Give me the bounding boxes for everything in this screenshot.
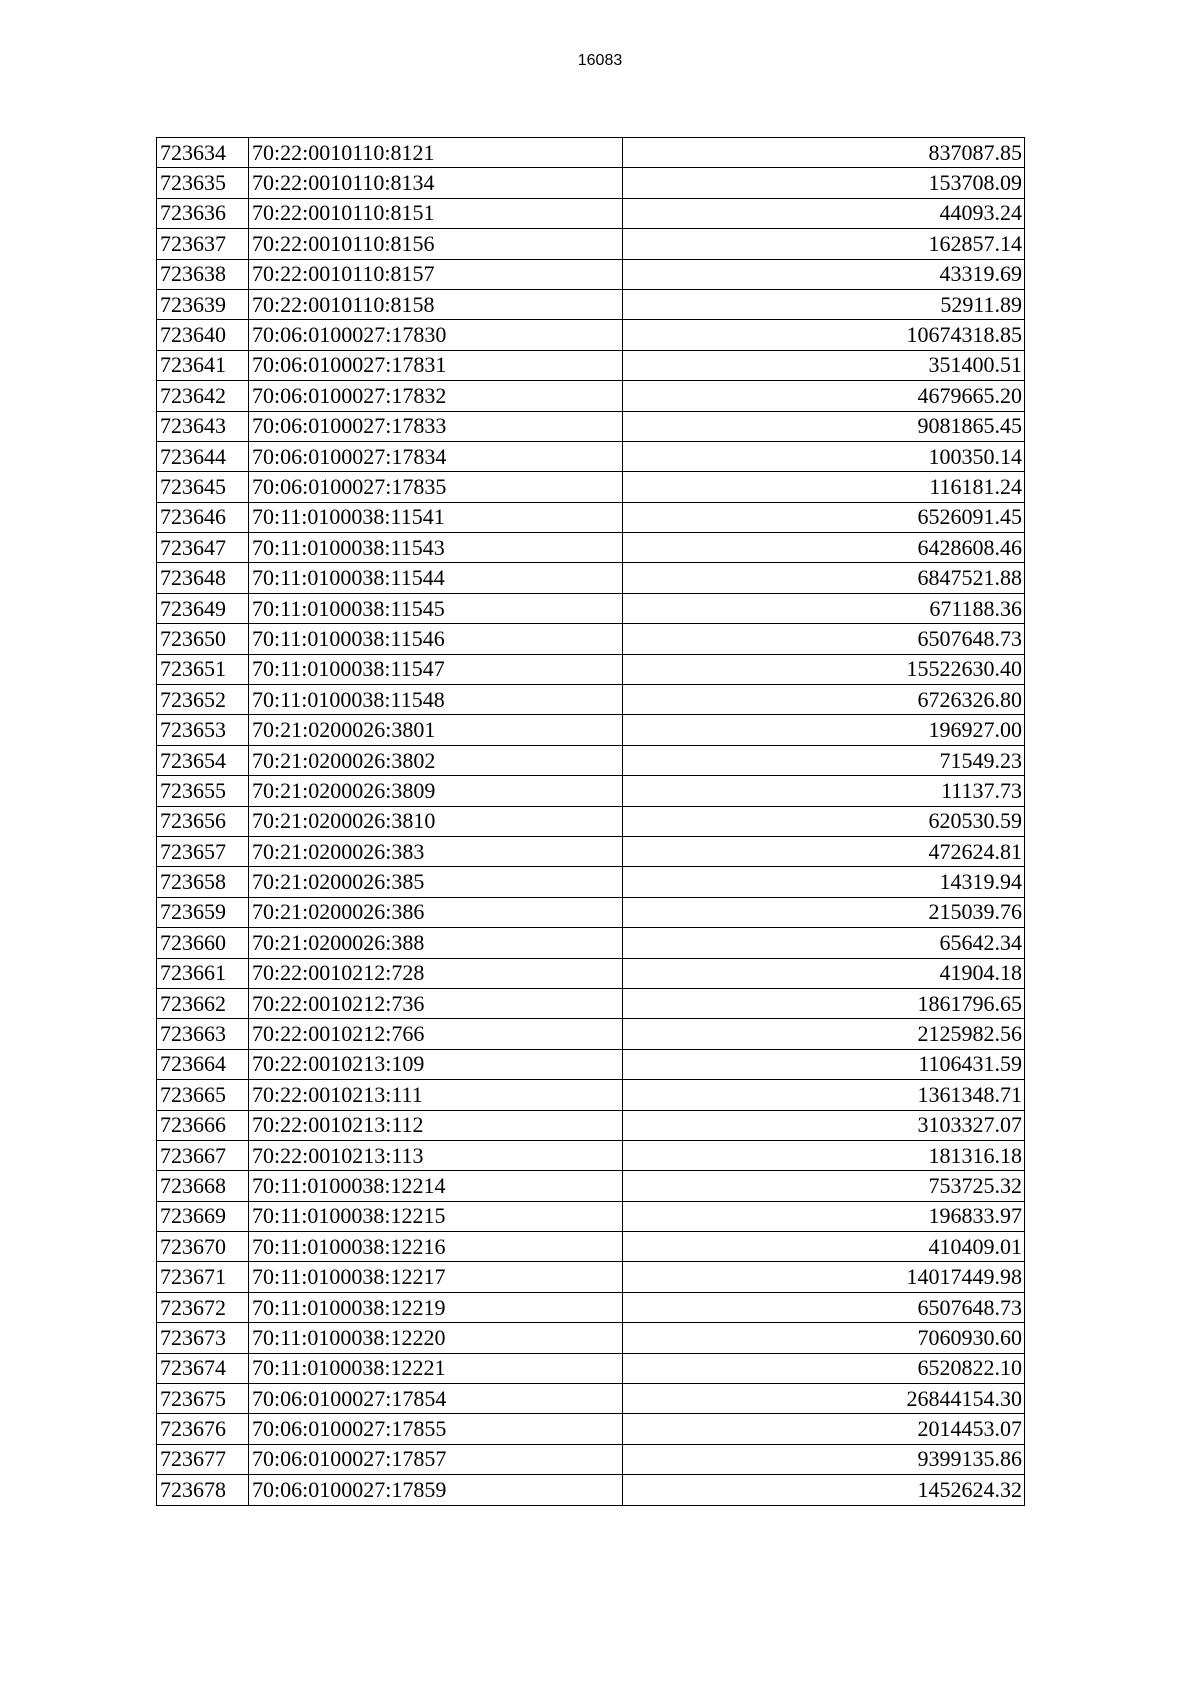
cadastral-number-cell: 70:22:0010212:728 — [249, 958, 623, 988]
table-row — [157, 411, 1025, 441]
row-number-cell: 723672 — [157, 1292, 249, 1322]
cadastral-value-cell: 43319.69 — [623, 259, 1025, 289]
table-row — [157, 1323, 1025, 1353]
table-row — [157, 1262, 1025, 1292]
row-number-cell: 723657 — [157, 836, 249, 866]
cadastral-value-cell: 753725.32 — [623, 1171, 1025, 1201]
cadastral-value-cell: 14017449.98 — [623, 1262, 1025, 1292]
page-number: 16083 — [577, 52, 623, 69]
table-row — [157, 685, 1025, 715]
cadastral-number-cell: 70:21:0200026:3810 — [249, 806, 623, 836]
cadastral-number-cell: 70:06:0100027:17855 — [249, 1414, 623, 1444]
cadastral-number-cell: 70:11:0100038:11546 — [249, 624, 623, 654]
cadastral-value-cell: 351400.51 — [623, 350, 1025, 380]
row-number-cell: 723678 — [157, 1475, 249, 1505]
table-row — [157, 654, 1025, 684]
cadastral-value-cell: 181316.18 — [623, 1140, 1025, 1170]
cadastral-value-cell: 1452624.32 — [623, 1475, 1025, 1505]
table-row — [157, 806, 1025, 836]
row-number-cell: 723647 — [157, 533, 249, 563]
row-number-cell: 723671 — [157, 1262, 249, 1292]
table-row — [157, 715, 1025, 745]
table-row — [157, 259, 1025, 289]
cadastral-value-cell: 116181.24 — [623, 472, 1025, 502]
table-row — [157, 1444, 1025, 1474]
row-number-cell: 723677 — [157, 1444, 249, 1474]
row-number-cell: 723661 — [157, 958, 249, 988]
table-body — [157, 138, 1025, 1506]
cadastral-number-cell: 70:11:0100038:11548 — [249, 685, 623, 715]
row-number-cell: 723674 — [157, 1353, 249, 1383]
row-number-cell: 723654 — [157, 745, 249, 775]
table-row — [157, 1049, 1025, 1079]
row-number-cell: 723643 — [157, 411, 249, 441]
cadastral-number-cell: 70:11:0100038:12215 — [249, 1201, 623, 1231]
cadastral-value-cell: 620530.59 — [623, 806, 1025, 836]
row-number-cell: 723662 — [157, 988, 249, 1018]
cadastral-number-cell: 70:06:0100027:17833 — [249, 411, 623, 441]
row-number-cell: 723676 — [157, 1414, 249, 1444]
table-row — [157, 502, 1025, 532]
row-number-cell: 723649 — [157, 593, 249, 623]
row-number-cell: 723658 — [157, 867, 249, 897]
row-number-cell: 723675 — [157, 1384, 249, 1414]
cadastral-number-cell: 70:06:0100027:17830 — [249, 320, 623, 350]
cadastral-value-cell: 65642.34 — [623, 928, 1025, 958]
row-number-cell: 723639 — [157, 289, 249, 319]
table-row — [157, 1201, 1025, 1231]
row-number-cell: 723642 — [157, 381, 249, 411]
cadastral-value-cell: 71549.23 — [623, 745, 1025, 775]
table-row — [157, 472, 1025, 502]
cadastral-number-cell: 70:22:0010110:8156 — [249, 229, 623, 259]
cadastral-number-cell: 70:11:0100038:12214 — [249, 1171, 623, 1201]
cadastral-value-cell: 3103327.07 — [623, 1110, 1025, 1140]
cadastral-number-cell: 70:21:0200026:3809 — [249, 776, 623, 806]
table-row — [157, 928, 1025, 958]
cadastral-number-cell: 70:22:0010213:113 — [249, 1140, 623, 1170]
table-row — [157, 441, 1025, 471]
row-number-cell: 723651 — [157, 654, 249, 684]
row-number-cell: 723637 — [157, 229, 249, 259]
table-row — [157, 776, 1025, 806]
table-row — [157, 198, 1025, 228]
cadastral-number-cell: 70:11:0100038:11545 — [249, 593, 623, 623]
row-number-cell: 723659 — [157, 897, 249, 927]
cadastral-number-cell: 70:21:0200026:386 — [249, 897, 623, 927]
table-row — [157, 1232, 1025, 1262]
table-row — [157, 836, 1025, 866]
table-row — [157, 1353, 1025, 1383]
cadastral-number-cell: 70:11:0100038:11544 — [249, 563, 623, 593]
cadastral-number-cell: 70:11:0100038:12216 — [249, 1232, 623, 1262]
cadastral-value-cell: 2125982.56 — [623, 1019, 1025, 1049]
row-number-cell: 723635 — [157, 168, 249, 198]
row-number-cell: 723636 — [157, 198, 249, 228]
cadastral-number-cell: 70:06:0100027:17832 — [249, 381, 623, 411]
cadastral-value-cell: 6520822.10 — [623, 1353, 1025, 1383]
cadastral-value-cell: 153708.09 — [623, 168, 1025, 198]
cadastral-value-cell: 41904.18 — [623, 958, 1025, 988]
row-number-cell: 723641 — [157, 350, 249, 380]
table-row — [157, 1414, 1025, 1444]
cadastral-number-cell: 70:11:0100038:11543 — [249, 533, 623, 563]
cadastral-number-cell: 70:22:0010110:8151 — [249, 198, 623, 228]
table-row — [157, 988, 1025, 1018]
row-number-cell: 723644 — [157, 441, 249, 471]
cadastral-value-cell: 6847521.88 — [623, 563, 1025, 593]
row-number-cell: 723638 — [157, 259, 249, 289]
row-number-cell: 723670 — [157, 1232, 249, 1262]
row-number-cell: 723668 — [157, 1171, 249, 1201]
table-row — [157, 593, 1025, 623]
table-row — [157, 289, 1025, 319]
cadastral-number-cell: 70:22:0010110:8134 — [249, 168, 623, 198]
table-row — [157, 958, 1025, 988]
cadastral-number-cell: 70:22:0010213:109 — [249, 1049, 623, 1079]
table-row — [157, 381, 1025, 411]
cadastral-number-cell: 70:22:0010212:766 — [249, 1019, 623, 1049]
cadastral-value-cell: 100350.14 — [623, 441, 1025, 471]
row-number-cell: 723663 — [157, 1019, 249, 1049]
row-number-cell: 723648 — [157, 563, 249, 593]
cadastral-number-cell: 70:22:0010212:736 — [249, 988, 623, 1018]
table-row — [157, 624, 1025, 654]
cadastral-value-cell: 9399135.86 — [623, 1444, 1025, 1474]
cadastral-value-cell: 215039.76 — [623, 897, 1025, 927]
cadastral-value-cell: 7060930.60 — [623, 1323, 1025, 1353]
cadastral-number-cell: 70:06:0100027:17859 — [249, 1475, 623, 1505]
row-number-cell: 723669 — [157, 1201, 249, 1231]
cadastral-value-cell: 15522630.40 — [623, 654, 1025, 684]
table-row — [157, 1110, 1025, 1140]
cadastral-value-cell: 9081865.45 — [623, 411, 1025, 441]
cadastral-number-cell: 70:22:0010213:112 — [249, 1110, 623, 1140]
row-number-cell: 723665 — [157, 1080, 249, 1110]
cadastral-value-cell: 837087.85 — [623, 138, 1025, 168]
row-number-cell: 723646 — [157, 502, 249, 532]
cadastral-value-cell: 52911.89 — [623, 289, 1025, 319]
table-row — [157, 897, 1025, 927]
cadastral-number-cell: 70:06:0100027:17834 — [249, 441, 623, 471]
cadastral-number-cell: 70:06:0100027:17835 — [249, 472, 623, 502]
table-row — [157, 1171, 1025, 1201]
cadastral-value-cell: 6507648.73 — [623, 624, 1025, 654]
table-row — [157, 867, 1025, 897]
table-row — [157, 229, 1025, 259]
cadastral-value-cell: 2014453.07 — [623, 1414, 1025, 1444]
cadastral-number-cell: 70:11:0100038:12220 — [249, 1323, 623, 1353]
cadastral-number-cell: 70:21:0200026:385 — [249, 867, 623, 897]
table-row — [157, 745, 1025, 775]
cadastral-number-cell: 70:11:0100038:12217 — [249, 1262, 623, 1292]
cadastral-value-cell: 196927.00 — [623, 715, 1025, 745]
table-row — [157, 1475, 1025, 1505]
cadastral-value-cell: 26844154.30 — [623, 1384, 1025, 1414]
table-row — [157, 1292, 1025, 1322]
cadastral-value-table — [156, 137, 1025, 1506]
row-number-cell: 723652 — [157, 685, 249, 715]
cadastral-number-cell: 70:22:0010213:111 — [249, 1080, 623, 1110]
row-number-cell: 723656 — [157, 806, 249, 836]
cadastral-number-cell: 70:11:0100038:11547 — [249, 654, 623, 684]
row-number-cell: 723664 — [157, 1049, 249, 1079]
cadastral-number-cell: 70:21:0200026:388 — [249, 928, 623, 958]
cadastral-number-cell: 70:22:0010110:8157 — [249, 259, 623, 289]
table-row — [157, 1080, 1025, 1110]
row-number-cell: 723650 — [157, 624, 249, 654]
cadastral-value-cell: 196833.97 — [623, 1201, 1025, 1231]
table-row — [157, 563, 1025, 593]
cadastral-number-cell: 70:06:0100027:17831 — [249, 350, 623, 380]
table-row — [157, 1019, 1025, 1049]
cadastral-value-cell: 1861796.65 — [623, 988, 1025, 1018]
cadastral-value-cell: 1106431.59 — [623, 1049, 1025, 1079]
row-number-cell: 723673 — [157, 1323, 249, 1353]
table-row — [157, 533, 1025, 563]
row-number-cell: 723640 — [157, 320, 249, 350]
cadastral-number-cell: 70:11:0100038:12219 — [249, 1292, 623, 1322]
table-row — [157, 1140, 1025, 1170]
cadastral-value-cell: 472624.81 — [623, 836, 1025, 866]
cadastral-number-cell: 70:21:0200026:3802 — [249, 745, 623, 775]
cadastral-value-cell: 6507648.73 — [623, 1292, 1025, 1322]
cadastral-number-cell: 70:21:0200026:383 — [249, 836, 623, 866]
row-number-cell: 723653 — [157, 715, 249, 745]
cadastral-value-cell: 6526091.45 — [623, 502, 1025, 532]
table-row — [157, 350, 1025, 380]
cadastral-value-cell: 11137.73 — [623, 776, 1025, 806]
cadastral-value-cell: 4679665.20 — [623, 381, 1025, 411]
table-row — [157, 138, 1025, 168]
cadastral-value-cell: 6428608.46 — [623, 533, 1025, 563]
row-number-cell: 723634 — [157, 138, 249, 168]
row-number-cell: 723645 — [157, 472, 249, 502]
cadastral-value-cell: 162857.14 — [623, 229, 1025, 259]
cadastral-value-cell: 6726326.80 — [623, 685, 1025, 715]
cadastral-number-cell: 70:11:0100038:12221 — [249, 1353, 623, 1383]
cadastral-number-cell: 70:22:0010110:8158 — [249, 289, 623, 319]
cadastral-number-cell: 70:11:0100038:11541 — [249, 502, 623, 532]
row-number-cell: 723655 — [157, 776, 249, 806]
cadastral-value-cell: 44093.24 — [623, 198, 1025, 228]
cadastral-value-cell: 671188.36 — [623, 593, 1025, 623]
cadastral-value-cell: 10674318.85 — [623, 320, 1025, 350]
table-row — [157, 1384, 1025, 1414]
table-row — [157, 168, 1025, 198]
cadastral-number-cell: 70:06:0100027:17857 — [249, 1444, 623, 1474]
cadastral-number-cell: 70:22:0010110:8121 — [249, 138, 623, 168]
row-number-cell: 723667 — [157, 1140, 249, 1170]
table-row — [157, 320, 1025, 350]
cadastral-number-cell: 70:06:0100027:17854 — [249, 1384, 623, 1414]
row-number-cell: 723666 — [157, 1110, 249, 1140]
cadastral-value-cell: 410409.01 — [623, 1232, 1025, 1262]
cadastral-value-cell: 1361348.71 — [623, 1080, 1025, 1110]
cadastral-number-cell: 70:21:0200026:3801 — [249, 715, 623, 745]
cadastral-value-cell: 14319.94 — [623, 867, 1025, 897]
row-number-cell: 723660 — [157, 928, 249, 958]
